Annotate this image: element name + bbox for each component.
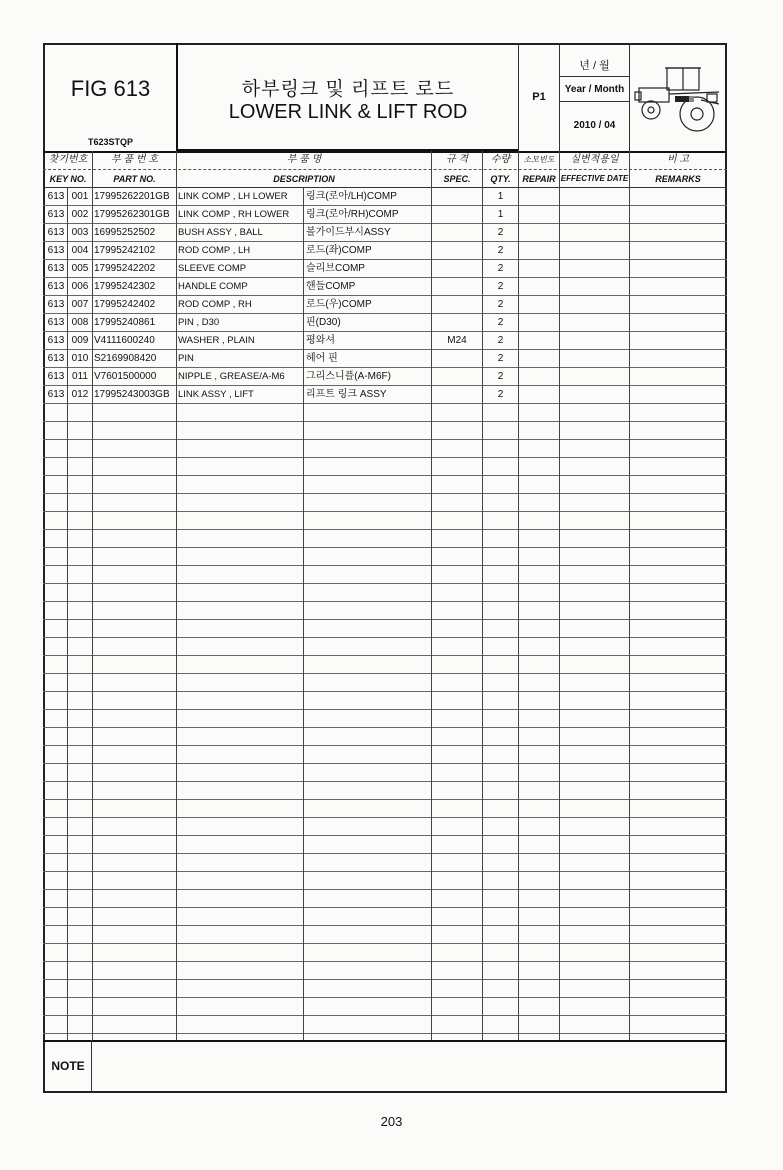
row-line <box>43 871 727 872</box>
cell-qty: 2 <box>497 299 504 310</box>
cell-qty: 2 <box>497 263 504 274</box>
cell-key: 009 <box>71 335 89 346</box>
row-line <box>43 223 727 224</box>
row-line <box>43 277 727 278</box>
cell-spec: M24 <box>447 335 467 346</box>
row-line <box>43 709 727 710</box>
page-title-korean: 하부링크 및 리프트 로드 <box>241 79 455 100</box>
col-key-no: KEY NO. <box>49 174 87 184</box>
cell-desc-en: BUSH ASSY , BALL <box>178 227 263 238</box>
cell-desc-en: ROD COMP , LH <box>178 245 251 256</box>
row-line <box>43 655 727 656</box>
col-spec: SPEC. <box>443 174 471 184</box>
row-line <box>43 817 727 818</box>
row-line <box>43 457 727 458</box>
column-line <box>629 151 630 1040</box>
col-qty: QTY. <box>490 174 511 184</box>
row-line <box>43 511 727 512</box>
col-qty-kr: 수량 <box>490 154 511 165</box>
row-line <box>43 421 727 422</box>
cell-desc-en: SLEEVE COMP <box>178 263 247 274</box>
cell-key: 007 <box>71 299 89 310</box>
page-number: 203 <box>380 1114 403 1129</box>
model-code: T623STQP <box>87 137 134 147</box>
row-line <box>43 673 727 674</box>
cell-key: 005 <box>71 263 89 274</box>
row-line <box>43 907 727 908</box>
cell-fig: 613 <box>47 389 65 400</box>
row-line <box>43 799 727 800</box>
column-line <box>518 151 519 1040</box>
col-key-no-kr: 찾기번호 <box>48 154 88 165</box>
row-line <box>43 205 727 206</box>
tractor-icon <box>631 52 723 144</box>
column-header-top <box>43 151 727 153</box>
row-line <box>43 241 727 242</box>
column-header-split <box>43 169 727 170</box>
cell-desc-kr: 슬리브COMP <box>306 263 365 274</box>
header-divider <box>560 101 629 102</box>
column-line <box>303 187 304 1040</box>
cell-desc-kr: 그리스니플(A-M6F) <box>306 371 391 382</box>
header-divider <box>629 43 630 151</box>
row-line <box>43 565 727 566</box>
header-divider <box>560 76 629 77</box>
row-line <box>43 331 727 332</box>
cell-desc-en: LINK COMP , RH LOWER <box>178 209 290 220</box>
cell-desc-kr: 링크(로아/LH)COMP <box>306 191 397 202</box>
row-line <box>43 727 727 728</box>
row-line <box>43 943 727 944</box>
cell-key: 010 <box>71 353 89 364</box>
row-line <box>43 1033 727 1034</box>
col-effective-date-kr: 실변적용일 <box>570 154 619 165</box>
cell-key: 003 <box>71 227 89 238</box>
cell-desc-en: PIN <box>178 353 194 364</box>
year-month-label: Year / Month <box>564 84 625 95</box>
cell-fig: 613 <box>47 371 65 382</box>
row-line <box>43 385 727 386</box>
row-line <box>43 619 727 620</box>
column-line <box>67 187 68 1040</box>
cell-part-no: 16995252502 <box>94 227 156 238</box>
cell-part-no: 17995242202 <box>94 263 156 274</box>
note-label: NOTE <box>51 1059 85 1073</box>
row-line <box>43 259 727 260</box>
row-line <box>43 853 727 854</box>
col-remarks-kr: 비 고 <box>666 154 690 165</box>
cell-desc-kr: 볼가이드부시ASSY <box>306 227 391 238</box>
cell-desc-kr: 로드(우)COMP <box>306 299 372 310</box>
cell-desc-kr: 핸들COMP <box>306 281 356 292</box>
cell-part-no: 17995262301GB <box>94 209 170 220</box>
row-line <box>43 961 727 962</box>
row-line <box>43 637 727 638</box>
cell-desc-kr: 리프트 링크 ASSY <box>306 389 387 400</box>
cell-key: 001 <box>71 191 89 202</box>
cell-part-no: 17995242402 <box>94 299 156 310</box>
cell-desc-kr: 링크(로아/RH)COMP <box>306 209 399 220</box>
row-line <box>43 979 727 980</box>
column-header-bottom <box>43 187 727 188</box>
row-line <box>43 1015 727 1016</box>
cell-desc-kr: 평와셔 <box>306 335 335 346</box>
cell-fig: 613 <box>47 191 65 202</box>
cell-qty: 2 <box>497 227 504 238</box>
cell-desc-en: PIN , D30 <box>178 317 220 328</box>
cell-desc-en: WASHER , PLAIN <box>178 335 255 346</box>
col-effective-date: EFFECTIVE DATE <box>560 174 629 183</box>
row-line <box>43 583 727 584</box>
cell-qty: 2 <box>497 335 504 346</box>
fig-number: FIG 613 <box>70 76 151 101</box>
cell-part-no: 17995242102 <box>94 245 156 256</box>
row-line <box>43 781 727 782</box>
cell-key: 004 <box>71 245 89 256</box>
col-description: DESCRIPTION <box>273 174 335 184</box>
cell-key: 011 <box>72 371 88 382</box>
cell-desc-en: HANDLE COMP <box>178 281 248 292</box>
cell-part-no: 17995262201GB <box>94 191 170 202</box>
cell-qty: 2 <box>497 281 504 292</box>
cell-qty: 2 <box>497 371 504 382</box>
cell-key: 002 <box>71 209 89 220</box>
row-line <box>43 925 727 926</box>
cell-desc-kr: 로드(좌)COMP <box>306 245 372 256</box>
cell-fig: 613 <box>47 353 65 364</box>
column-line <box>92 151 93 1040</box>
cell-fig: 613 <box>47 335 65 346</box>
cell-part-no: S2169908420 <box>94 353 157 364</box>
cell-desc-kr: 핀(D30) <box>306 317 341 328</box>
col-part-no: PART NO. <box>113 174 156 184</box>
row-line <box>43 367 727 368</box>
col-spec-kr: 규 격 <box>445 154 469 165</box>
cell-part-no: V4111600240 <box>94 335 155 346</box>
row-line <box>43 547 727 548</box>
cell-key: 006 <box>71 281 89 292</box>
cell-key: 012 <box>71 389 89 400</box>
row-line <box>43 475 727 476</box>
year-month-value: 2010 / 04 <box>573 120 616 131</box>
row-line <box>43 835 727 836</box>
row-line <box>43 889 727 890</box>
note-top-line <box>43 1040 727 1042</box>
row-line <box>43 439 727 440</box>
row-line <box>43 493 727 494</box>
cell-fig: 613 <box>47 245 65 256</box>
row-line <box>43 691 727 692</box>
cell-qty: 2 <box>497 389 504 400</box>
cell-qty: 1 <box>497 191 504 202</box>
col-part-no-kr: 부 품 번 호 <box>111 154 158 165</box>
cell-qty: 2 <box>497 353 504 364</box>
cell-fig: 613 <box>47 227 65 238</box>
note-divider <box>91 1040 92 1092</box>
col-description-kr: 부 품 명 <box>286 154 322 165</box>
col-repair: REPAIR <box>522 174 556 184</box>
year-month-label-korean: 년 / 월 <box>579 60 610 72</box>
cell-qty: 2 <box>497 317 504 328</box>
cell-qty: 2 <box>497 245 504 256</box>
row-line <box>43 349 727 350</box>
column-line <box>176 151 177 1040</box>
cell-fig: 613 <box>47 263 65 274</box>
row-line <box>43 601 727 602</box>
cell-part-no: 17995243003GB <box>94 389 170 400</box>
row-line <box>43 313 727 314</box>
cell-key: 008 <box>71 317 89 328</box>
cell-desc-en: NIPPLE , GREASE/A-M6 <box>178 371 285 382</box>
cell-qty: 1 <box>497 209 504 220</box>
row-line <box>43 403 727 404</box>
row-line <box>43 745 727 746</box>
cell-part-no: 17995240861 <box>94 317 156 328</box>
row-line <box>43 997 727 998</box>
column-line <box>431 151 432 1040</box>
col-remarks: REMARKS <box>655 174 701 184</box>
col-repair-kr: 소모빈도 <box>523 155 555 164</box>
row-line <box>43 529 727 530</box>
page-code: P1 <box>532 91 546 103</box>
cell-fig: 613 <box>47 299 65 310</box>
cell-desc-kr: 헤어 핀 <box>306 353 338 364</box>
cell-desc-en: LINK ASSY , LIFT <box>178 389 254 400</box>
page-title-english: LOWER LINK & LIFT ROD <box>228 101 468 123</box>
cell-desc-en: ROD COMP , RH <box>178 299 252 310</box>
cell-fig: 613 <box>47 209 65 220</box>
cell-fig: 613 <box>47 281 65 292</box>
cell-part-no: 17995242302 <box>94 281 156 292</box>
row-line <box>43 763 727 764</box>
row-line <box>43 295 727 296</box>
column-line <box>559 151 560 1040</box>
cell-part-no: V7601500000 <box>94 371 157 382</box>
cell-fig: 613 <box>47 317 65 328</box>
cell-desc-en: LINK COMP , LH LOWER <box>178 191 288 202</box>
